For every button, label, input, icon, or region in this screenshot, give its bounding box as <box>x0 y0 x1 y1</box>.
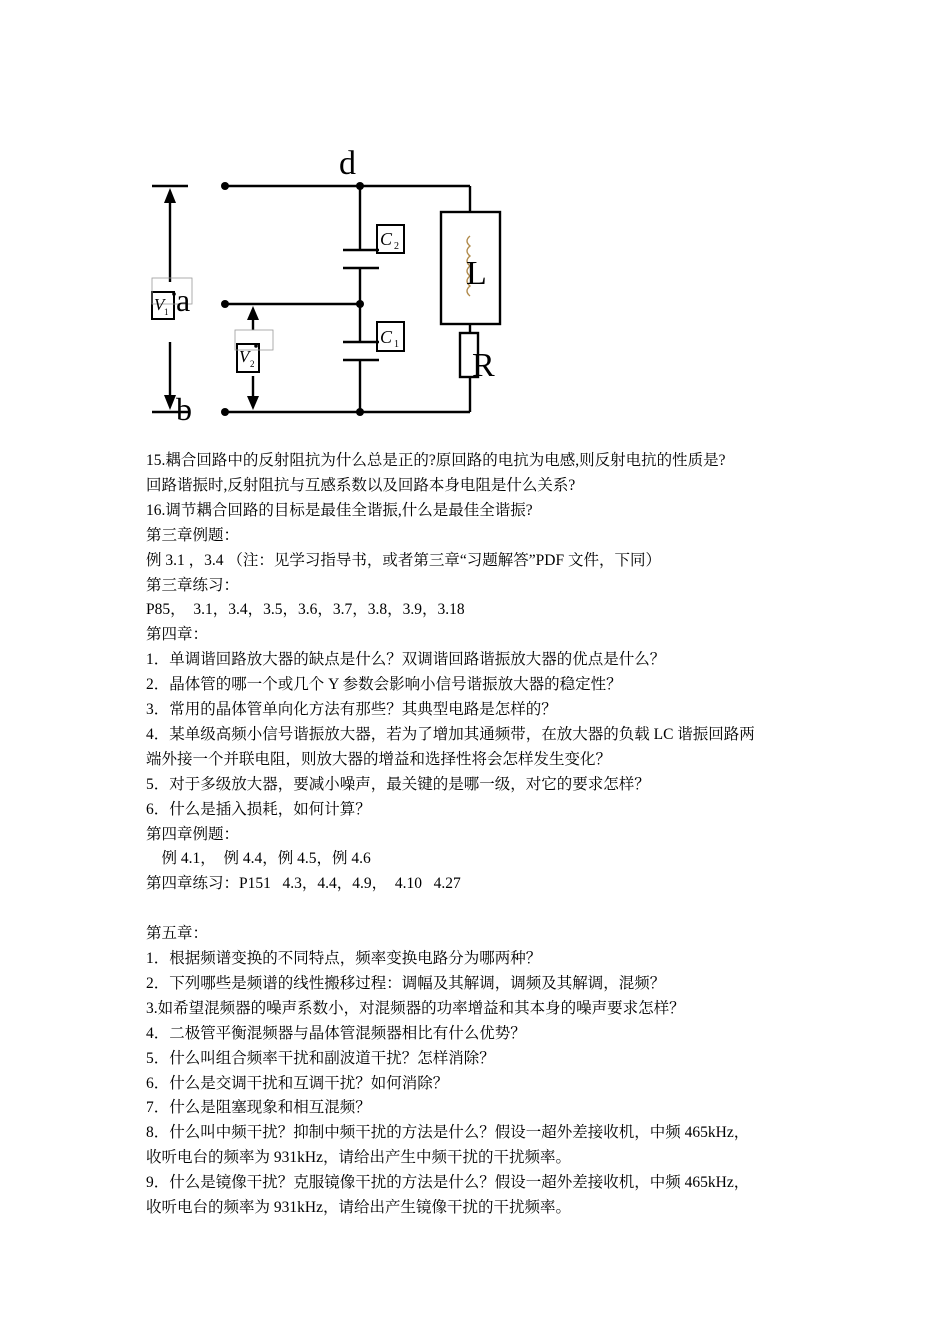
terminal-top-dot <box>221 182 229 190</box>
text-line: 1．根据频谱变换的不同特点，频率变换电路分为哪两种？ <box>146 950 542 967</box>
c2-subscript: 2 <box>394 241 399 252</box>
text-line: 第五章： <box>146 925 209 943</box>
text-line: 收听电台的频率为 931kHz，请给出产生中频干扰的干扰频率。 <box>146 1149 571 1167</box>
node-a-label: a <box>176 282 191 318</box>
c1-label: C <box>380 327 393 347</box>
v1-arrowhead-down <box>164 395 176 410</box>
text-line: 回路谐振时,反射阻抗与互感系数以及回路本身电阻是什么关系? <box>146 476 576 494</box>
text-line: 第三章练习： <box>146 576 240 594</box>
text-line: 第三章例题： <box>146 526 240 544</box>
text-line: 8．什么叫中频干扰？抑制中频干扰的方法是什么？假设一超外差接收机，中频 465kHz， <box>146 1124 750 1142</box>
v2-arrowhead-up <box>247 306 259 320</box>
terminal-bottom-dot <box>221 408 229 416</box>
text-line: 5．对于多级放大器，要减小噪声，最关键的是哪一级，对它的要求怎样？ <box>146 775 650 793</box>
text-line: 5．什么叫组合频率干扰和副波道干扰？怎样消除？ <box>146 1049 495 1067</box>
inductor-label: L <box>466 255 487 292</box>
terminal-middle-dot <box>221 300 229 308</box>
text-line: 2．下列哪些是频谱的线性搬移过程：调幅及其解调，调频及其解调，混频？ <box>146 974 666 992</box>
coupled-circuit-diagram <box>140 140 520 430</box>
text-line: 2．晶体管的哪一个或几个 Y 参数会影响小信号谐振放大器的稳定性？ <box>146 676 622 694</box>
text-line: 收听电台的频率为 931kHz，请给出产生镜像干扰的干扰频率。 <box>146 1199 571 1216</box>
text-line: 例 4.1， 例 4.4，例 4.5，例 4.6 <box>146 850 371 868</box>
node-d-label: d <box>339 145 356 182</box>
text-line: 16.调节耦合回路的目标是最佳全谐振,什么是最佳全谐振? <box>146 501 533 519</box>
text-line: 6．什么是插入损耗，如何计算？ <box>146 800 371 818</box>
text-line: P85， 3.1，3.4，3.5，3.6，3.7，3.8，3.9，3.18 <box>146 601 465 619</box>
v2-phasor-dot <box>254 344 258 348</box>
v1-phasor-dot <box>172 292 176 296</box>
c1-subscript: 1 <box>394 339 399 350</box>
v2-arrowhead-down <box>247 396 259 410</box>
junction-b-dot <box>356 408 364 416</box>
text-line: 9．什么是镜像干扰？克服镜像干扰的方法是什么？假设一超外差接收机，中频 465kHz， <box>146 1174 750 1192</box>
text-line: 例 3.1 ，3.4 （注：见学习指导书，或者第三章“习题解答”PDF 文件，下同） <box>146 551 661 569</box>
v1-label: V <box>154 295 165 314</box>
text-line: 7．什么是阻塞现象和相互混频？ <box>146 1099 371 1117</box>
text-line: 4．某单级高频小信号谐振放大器，若为了增加其通频带，在放大器的负载 LC 谐振回路两 <box>146 725 755 743</box>
junction-a-dot <box>356 300 364 308</box>
v2-subscript: 2 <box>250 359 255 369</box>
resistor-label: R <box>472 347 495 384</box>
c2-label: C <box>380 229 393 249</box>
v1-subscript: 1 <box>164 307 169 317</box>
v1-arrowhead-up <box>164 188 176 203</box>
text-line: 第四章： <box>146 626 209 644</box>
text-line: 15.耦合回路中的反射阻抗为什么总是正的?原回路的电抗为电感,则反射电抗的性质是? <box>146 452 726 469</box>
text-line: 1．单调谐回路放大器的缺点是什么？双调谐回路谐振放大器的优点是什么？ <box>146 651 666 669</box>
text-line: 3.如希望混频器的噪声系数小，对混频器的功率增益和其本身的噪声要求怎样？ <box>146 999 685 1017</box>
text-line: 3．常用的晶体管单向化方法有那些？其典型电路是怎样的？ <box>146 701 557 718</box>
text-line: 4．二极管平衡混频器与晶体管混频器相比有什么优势？ <box>146 1024 526 1042</box>
text-line: 6．什么是交调干扰和互调干扰？如何消除？ <box>146 1074 449 1092</box>
junction-d-dot <box>356 182 364 190</box>
v2-label: V <box>239 347 250 366</box>
text-line: 端外接一个并联电阻，则放大器的增益和选择性将会怎样发生变化？ <box>146 750 612 768</box>
text-line: 第四章练习：P151 4.3，4.4，4.9， 4.10 4.27 <box>146 875 461 893</box>
node-b-label: b <box>176 391 192 427</box>
text-line: 第四章例题： <box>146 825 240 843</box>
